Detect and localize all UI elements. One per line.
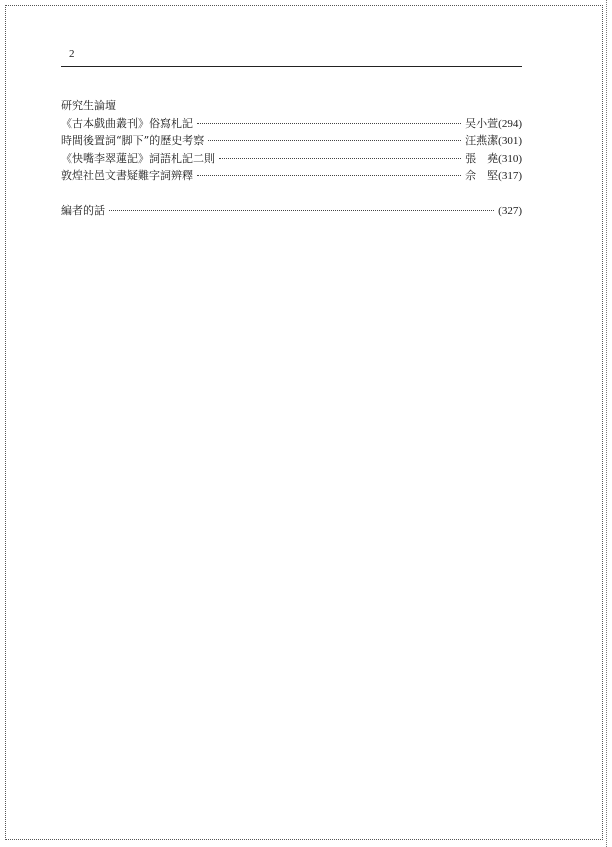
entry-page: (294) (498, 117, 522, 130)
toc-entry (61, 132, 522, 150)
section-heading: 研究生論壇 (61, 99, 116, 112)
page-edge (606, 0, 607, 847)
entry-page: (327) (498, 204, 522, 217)
entry-spacer (61, 185, 522, 202)
dot-leader (197, 175, 461, 176)
entry-author: 佘 堅 (465, 169, 499, 182)
entry-title: 《古本戲曲叢刊》俗寫札記 (61, 116, 193, 130)
toc-entry (61, 115, 522, 133)
page-number: 2 (69, 48, 75, 60)
entry-page: (301) (498, 135, 522, 147)
toc-entry (61, 150, 522, 168)
entry-title: 編者的話 (61, 203, 105, 217)
toc-entry (61, 167, 522, 185)
entry-author: 張 堯 (465, 151, 499, 165)
dot-leader (208, 140, 461, 141)
entry-page: (310) (498, 152, 522, 165)
header-rule (61, 66, 522, 67)
entry-author: 汪燕潔 (465, 134, 499, 147)
dot-leader (109, 210, 494, 211)
entry-title: 敦煌社邑文書疑難字詞辨釋 (61, 169, 193, 182)
dot-leader (197, 123, 461, 124)
entry-title: 《快嘴李翠蓮記》詞語札記二則 (61, 151, 215, 165)
table-of-contents (61, 97, 522, 219)
entry-author: 吴小萱 (465, 116, 499, 130)
dot-leader (219, 158, 461, 159)
entry-title: 時間後置詞“脚下”的歷史考察 (61, 134, 205, 147)
entry-page: (317) (498, 170, 522, 182)
toc-entry-closing (61, 202, 522, 220)
